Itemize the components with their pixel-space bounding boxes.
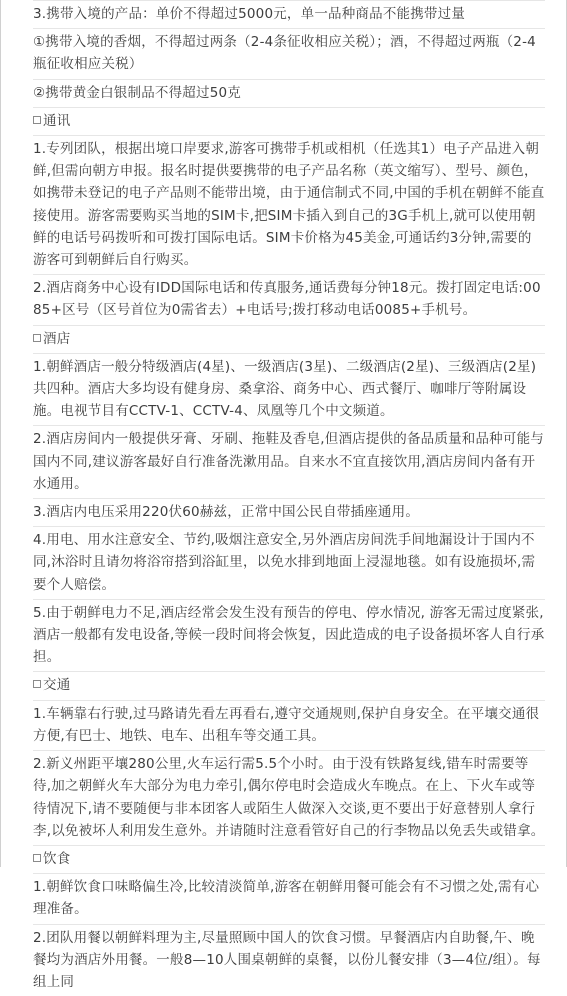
paragraph-text: 5.由于朝鲜电力不足,酒店经常会发生没有预告的停电、停水情况, 游客无需过度紧张,酒店一般都有发电设备,等候一段时间将会恢复，因此造成的电子设备损坏客人自行承担。 [33, 604, 545, 666]
paragraph [33, 874, 545, 923]
paragraph [33, 925, 545, 996]
paragraph [33, 29, 545, 78]
paragraph-text: 3.酒店内电压采用220伏60赫兹，正常中国公民自带插座通用。 [33, 504, 420, 521]
section-heading-text: 酒店 [43, 330, 71, 347]
checkbox-square-icon [33, 334, 41, 342]
paragraph [33, 701, 545, 750]
paragraph-text: 1.朝鲜酒店一般分特级酒店(4星)、一级酒店(3星)、二级酒店(2星)、三级酒店(2星)共四种。酒店大多均设有健身房、桑拿浴、商务中心、西式餐厅、咖啡厅等附属设施。电视节目有CCTV-1、CCTV-4、凤凰等几个中文频道。 [33, 358, 537, 420]
section-heading [33, 672, 545, 699]
section-heading [33, 326, 545, 353]
paragraph [33, 751, 545, 845]
paragraph [33, 426, 545, 498]
paragraph-text: 2.酒店房间内一般提供牙膏、牙刷、拖鞋及香皂,但酒店提供的备品质量和品种可能与国内不同,建议游客最好自行准备洗漱用品。自来水不宜直接饮用,酒店房间内备有开水通用。 [33, 431, 544, 492]
paragraph-text: ②携带黄金白银制品不得超过50克 [33, 84, 241, 101]
paragraph [33, 80, 545, 107]
checkbox-square-icon [33, 680, 41, 688]
paragraph [33, 354, 545, 426]
paragraph-text: 1.朝鲜饮食口味略偏生冷,比较清淡简单,游客在朝鲜用餐可能会有不习惯之处,需有心理准备。 [33, 879, 540, 918]
paragraph [33, 136, 545, 274]
paragraph [33, 1, 545, 28]
paragraph-text: ①携带入境的香烟，不得超过两条（2-4条征收相应关税）；酒，不得超过两瓶（2-4瓶征收相应关税） [33, 34, 536, 73]
paragraph-text: 1.车辆靠右行驶,过马路请先看左再看右,遵守交通规则,保护自身安全。在平壤交通很方便,有巴士、地铁、电车、出租车等交通工具。 [33, 705, 540, 744]
section-heading-text: 饮食 [43, 850, 71, 867]
paragraph [33, 600, 545, 672]
paragraph-text: 4.用电、用水注意安全、节约,吸烟注意安全,另外酒店房间洗手间地漏设计于国内不同,沐浴时且请勿将浴帘搭到浴缸里，以免水排到地面上浸湿地毯。如有设施损坏,需要个人赔偿。 [33, 532, 536, 593]
paragraph [33, 527, 545, 599]
paragraph-text: 2.酒店商务中心设有IDD国际电话和传真服务,通话费每分钟18元。拨打固定电话:0085+区号（区号首位为0需省去）+电话号;拨打移动电话0085+手机号。 [33, 280, 541, 319]
section-heading [33, 108, 545, 135]
checkbox-square-icon [33, 116, 41, 124]
paragraph-text: 2.新义州距平壤280公里,火车运行需5.5个小时。由于没有铁路复线,错车时需要等待,加之朝鲜火车大部分为电力牵引,偶尔停电时会造成火车晚点。在上、下火车或等待情况下,请不要随便与非本团客人或陌生人做深入交谈,更不要出于好意替别人拿行李,以免被坏人利用发生意外。并请随时注意看管好自己的行李物品以免丢失或错拿。 [33, 756, 545, 839]
paragraph [33, 499, 545, 526]
travel-notice-content [33, 0, 545, 996]
paragraph [33, 275, 545, 324]
paragraph-text: 2.团队用餐以朝鲜料理为主,尽量照顾中国人的饮食习惯。早餐酒店内自助餐,午、晚餐均为酒店外用餐。一般8—10人围桌朝鲜的桌餐，以份儿餐安排（3—4位/组）。每组上同 [33, 929, 541, 990]
paragraph-text: 1.专列团队，根据出境口岸要求,游客可携带手机或相机（任选其1）电子产品进入朝鲜,但需向朝方申报。报名时提供要携带的电子产品名称（英文缩写）、型号、颜色，如携带未登记的电子产品则不能带出境，由于通信制式不同,中国的手机在朝鲜不能直接使用。游客需要购买当地的SIM卡,把SIM卡插入到自己的3G手机上,就可以使用朝鲜的电话号码拨听和可拨打国际电话。SIM卡价格为45美金,可通话约3分钟,需要的游客可到朝鲜后自行购买。 [33, 141, 545, 269]
section-heading-text: 交通 [43, 677, 71, 694]
paragraph-text: 3.携带入境的产品：单价不得超过5000元，单一品种商品不能携带过量 [33, 6, 466, 22]
section-heading [33, 846, 545, 873]
checkbox-square-icon [33, 854, 41, 862]
section-heading-text: 通讯 [43, 112, 71, 129]
